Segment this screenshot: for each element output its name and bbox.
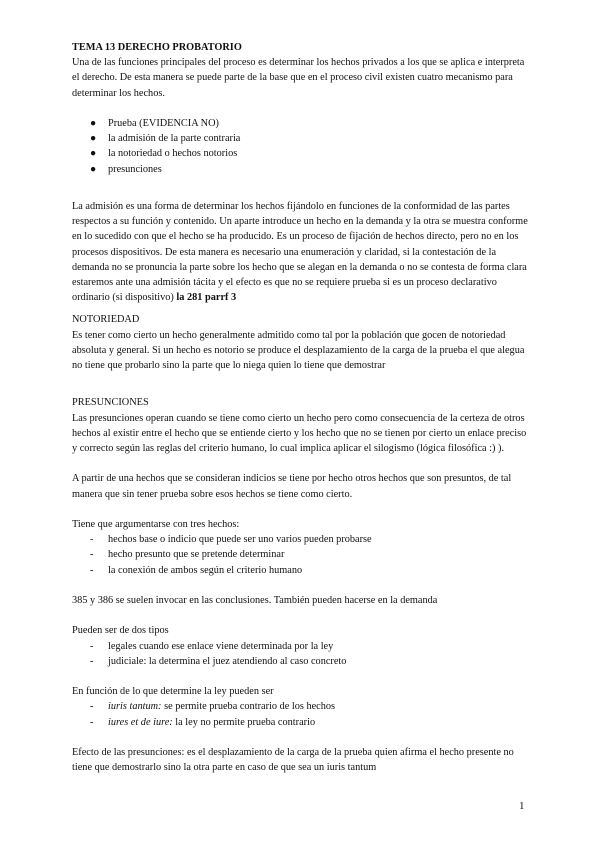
articulos-paragraph: 385 y 386 se suelen invocar en las conclusiones. También pueden hacerse en la demanda [72, 595, 438, 607]
document-title: TEMA 13 DERECHO PROBATORIO [72, 42, 242, 53]
list-item: - legales cuando ese enlace viene determinada por la ley [72, 639, 528, 654]
bullet-icon: ● [90, 133, 97, 145]
list-item: ● la notoriedad o hechos notorios [72, 146, 528, 161]
list-item: - iuris tantum: se permite prueba contrario de los hechos [72, 699, 528, 714]
dash-icon: - [90, 655, 94, 667]
dash-icon: - [90, 564, 94, 576]
ley-intro: En función de lo que determine la ley pueden ser [72, 686, 274, 698]
dash-icon: - [90, 549, 94, 561]
term: iuris tantum: [108, 701, 162, 713]
admision-paragraph: La admisión es una forma de determinar los hechos fijándolo en funciones de la conformidad de las partes respectos a su función y contenido. Un aparte introduce un hecho en la demanda y la otra se muestra conforme en lo sucedido con que el hecho se ha producido. Es un proceso de fijación de hechos directo, pero no en los procesos dispositivos. De esta manera es necesario una enumeración y claridad, si la contestación de la demanda no se pronuncia la parte sobre los hecho que se alegan en la demanda o no se contesta de forma clara estaremos ante una admisión tácita y el efecto es que no se requiere prueba si es un proceso declarativo ordinario (si dispositivo) la 281 parrf 3 [72, 201, 528, 304]
ley-tipos-list [72, 699, 528, 729]
dash-icon: - [90, 701, 94, 713]
term: iures et de iure: [108, 716, 173, 728]
list-item: - iures et de iure: la ley no permite prueba contrario [72, 715, 528, 730]
dash-icon: - [90, 640, 94, 652]
dash-icon: - [90, 534, 94, 546]
list-item: - hecho presunto que se pretende determinar [72, 547, 528, 562]
list-item: - judiciale: la determina el juez atendiendo al caso concreto [72, 654, 528, 669]
dash-icon: - [90, 716, 94, 728]
tipos-intro: Pueden ser de dos tipos [72, 625, 169, 637]
list-item: - hechos base o indicio que puede ser uno varios pueden probarse [72, 532, 528, 547]
page-number: 1 [519, 800, 525, 812]
bullet-icon: ● [90, 163, 97, 175]
presunciones-heading: PRESUNCIONES [72, 397, 149, 409]
document-body [72, 40, 528, 775]
bullet-icon: ● [90, 148, 97, 160]
list-item: ● presunciones [72, 162, 528, 177]
notoriedad-paragraph: Es tener como cierto un hecho generalmente admitido como tal por la población que gocen de notoriedad absoluta y general. Si un hecho es notorio se produce el desplazamiento de la carga de la prueba el que alegua no tiene que probarlo sino la parte que lo niega quien lo tiene que demostrar [72, 329, 525, 372]
list-item: ● Prueba (EVIDENCIA NO) [72, 116, 528, 131]
notoriedad-heading: NOTORIEDAD [72, 314, 140, 326]
list-item: - la conexión de ambos según el criterio humano [72, 563, 528, 578]
efecto-paragraph: Efecto de las presunciones: es el desplazamiento de la carga de la prueba quien afirma el hecho presente no tiene que demostrarlo sino la otra parte en caso de que sea un iuris tantum [72, 747, 514, 774]
tres-hechos-list [72, 532, 528, 578]
list-item: ● la admisión de la parte contraria [72, 131, 528, 146]
tipos-list [72, 639, 528, 669]
intro-paragraph: Una de las funciones principales del proceso es determinar los hechos privados a los que se aplica e interpreta el derecho. De esta manera se puede parte de la base que en el proceso civil existen cuatro mecanismo para determinar los hechos. [72, 57, 525, 99]
tres-hechos-intro: Tiene que argumentarse con tres hechos: [72, 519, 240, 531]
presunciones-paragraph: Las presunciones operan cuando se tiene como cierto un hecho pero como consecuencia de la certeza de otros hechos al existir entre el hecho que se entiende cierto y los hecho que no se tienen por cierto un enlace preciso y correcto según las reglas del criterio humano, lo cual implica aplicar el silogismo (lógica filosófica :) ). [72, 412, 527, 455]
admision-reference: la 281 parrf 3 [176, 292, 237, 304]
mechanisms-list [72, 116, 528, 177]
bullet-icon: ● [90, 118, 97, 129]
indicios-paragraph: A partir de una hechos que se consideran indicios se tiene por hecho otros hechos que son presuntos, de tal manera que sin tener prueba sobre esos hechos se tiene como cierto. [72, 473, 512, 500]
